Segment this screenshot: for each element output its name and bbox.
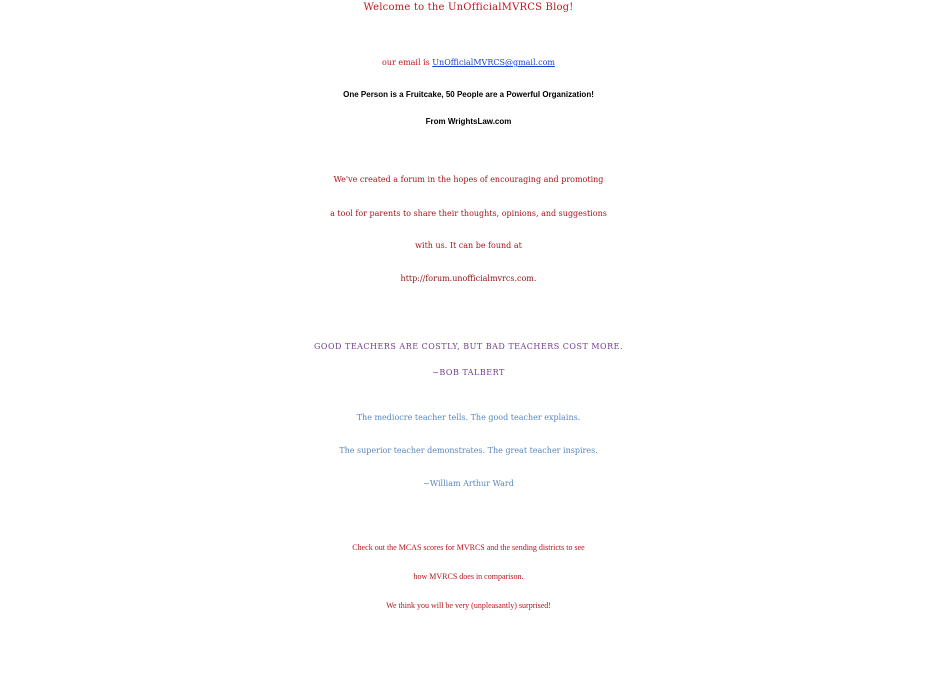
- mcas-text-line: how MVRCS does in comparison.: [413, 572, 524, 581]
- tagline-source: From WrightsLaw.com: [425, 117, 512, 126]
- ward-quote-author: ~William Arthur Ward: [423, 479, 514, 488]
- forum-text-line: with us. It can be found at: [415, 241, 522, 250]
- tagline: One Person is a Fruitcake, 50 People are a Powerful Organization!: [343, 90, 594, 99]
- page-title: Welcome to the UnOfficialMVRCS Blog!: [363, 2, 574, 13]
- forum-text-line: a tool for parents to share their thoughts, opinions, and suggestions: [330, 209, 607, 218]
- forum-url: http://forum.unofficialmvrcs.com.: [400, 274, 537, 283]
- forum-text-line: We've created a forum in the hopes of encouraging and promoting: [333, 175, 604, 184]
- mcas-text-line: Check out the MCAS scores for MVRCS and the sending districts to see: [352, 543, 585, 552]
- email-link[interactable]: UnOfficialMVRCS@gmail.com: [432, 58, 555, 67]
- email-line: [0, 58, 937, 67]
- talbert-quote: GOOD TEACHERS ARE COSTLY, BUT BAD TEACHERS COST MORE.: [314, 342, 623, 351]
- ward-quote-line: The superior teacher demonstrates. The great teacher inspires.: [339, 446, 598, 455]
- ward-quote-line: The mediocre teacher tells. The good teacher explains.: [356, 413, 581, 422]
- talbert-quote-author: ~BOB TALBERT: [432, 368, 505, 377]
- email-prefix: our email is: [382, 58, 433, 67]
- mcas-text-line: We think you will be very (unpleasantly) surprised!: [386, 601, 551, 610]
